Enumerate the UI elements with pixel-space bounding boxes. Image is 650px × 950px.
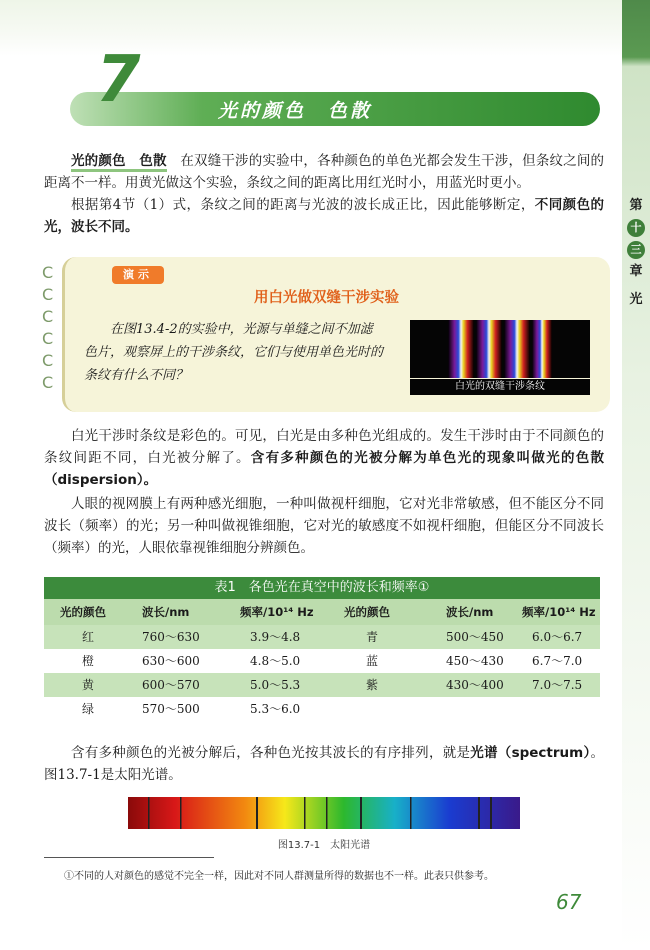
side-tab-topic: 光 [629, 292, 643, 307]
table-cell: 红 [82, 630, 95, 644]
table-header-cell: 光的颜色 [60, 605, 106, 619]
table-cell: 430～400 [446, 678, 504, 692]
side-tab-num2: 三 [627, 241, 645, 259]
table-header-cell: 频率/10¹⁴ Hz [522, 605, 596, 619]
chapter-side-tab [622, 0, 650, 950]
side-tab-num1: 十 [627, 219, 645, 237]
footnote: ①不同的人对颜色的感觉不完全一样，因此对不同人群测量所得的数据也不一样。此表只供参考。 [64, 871, 494, 882]
demo-tag: 演示 [112, 266, 164, 284]
paragraph-5-text-1: 含有多种颜色的光被分解后，各种色光按其波长的有序排列，就是 [71, 745, 471, 761]
side-tab-top: 第 [629, 198, 643, 213]
table-cell: 紫 [366, 678, 379, 692]
fringe-image-caption: 白光的双缝干涉条纹 [410, 379, 590, 395]
table-cell: 630～600 [142, 654, 200, 668]
table-row [44, 673, 600, 697]
table-title: 表1 各色光在真空中的波长和频率① [44, 577, 600, 599]
table-cell: 3.9～4.8 [250, 630, 301, 644]
demo-title: 用白光做双缝干涉实验 [254, 290, 399, 306]
table-cell: 青 [366, 630, 379, 644]
table-header-cell: 波长/nm [142, 605, 190, 619]
table-header-row [44, 599, 600, 625]
table-cell: 橙 [82, 654, 95, 668]
table-cell: 7.0～7.5 [532, 678, 583, 692]
paragraph-1-lead: 光的颜色 色散 [71, 153, 167, 172]
table-cell: 6.0～6.7 [532, 630, 583, 644]
side-tab-bottom: 章 [629, 264, 643, 279]
paragraph-2-text: 根据第4节（1）式，条纹之间的距离与光波的波长成正比，因此能够断定， [71, 197, 535, 213]
paragraph-3-text: 白光干涉时条纹是彩色的。可见，白光是由多种色光组成的。发生干涉时由于不同颜色的条纹间距不同，白光被分解了。 [44, 428, 604, 466]
paragraph-2-bold: 不同颜色的光，波长不同。 [44, 197, 604, 235]
page-number: 67 [556, 890, 582, 914]
footnote-divider [44, 857, 214, 858]
paragraph-5 [44, 742, 604, 786]
paragraph-3 [44, 425, 604, 491]
demo-text: 在图13.4-2的实验中，光源与单缝之间不加滤色片，观察屏上的干涉条纹，它们与使用单色光时的条纹有什么不同？ [84, 322, 384, 383]
section-title: 光的颜色 色散 [218, 100, 373, 122]
paragraph-2 [44, 194, 604, 238]
table-cell: 5.0～5.3 [250, 678, 301, 692]
table-row [44, 649, 600, 673]
table-header-cell: 光的颜色 [344, 605, 390, 619]
paragraph-5-text-2: 。图13.7-1是太阳光谱。 [44, 745, 604, 783]
white-light-fringes-image [410, 320, 590, 378]
table-header-cell: 频率/10¹⁴ Hz [240, 605, 314, 619]
binder-rings: C C C C C C [42, 263, 54, 392]
table-cell: 黄 [82, 678, 95, 692]
solar-spectrum-image [128, 797, 520, 829]
table-cell: 760～630 [142, 630, 200, 644]
table-cell: 570～500 [142, 702, 200, 716]
table-cell: 450～430 [446, 654, 504, 668]
table-cell: 500～450 [446, 630, 504, 644]
paragraph-1-text: 在双缝干涉的实验中，各种颜色的单色光都会发生干涉，但条纹之间的距离不一样。用黄光做这个实验，条纹之间的距离比用红光时小，用蓝光时更小。 [44, 153, 605, 191]
table-row [44, 697, 600, 721]
section-number: 7 [96, 43, 141, 117]
paragraph-5-bold: 光谱（spectrum） [470, 745, 591, 761]
table-header-cell: 波长/nm [446, 605, 494, 619]
paragraph-1 [44, 150, 604, 194]
table-cell: 600～570 [142, 678, 200, 692]
table-cell: 5.3～6.0 [250, 702, 301, 716]
side-tab-label [624, 195, 648, 311]
table-row [44, 625, 600, 649]
table-cell: 6.7～7.0 [532, 654, 583, 668]
table-cell: 蓝 [366, 654, 379, 668]
spectrum-caption: 图13.7-1 太阳光谱 [277, 840, 371, 851]
paragraph-4: 人眼的视网膜上有两种感光细胞，一种叫做视杆细胞，它对光非常敏感，但不能区分不同波长（频率）的光；另一种叫做视锥细胞，它对光的敏感度不如视杆细胞，但能区分不同波长（频率）的光，人眼依靠视锥细胞分辨颜色。 [44, 496, 604, 556]
table-cell: 绿 [82, 702, 95, 716]
paragraph-3-bold: 含有多种颜色的光被分解为单色光的现象叫做光的色散（dispersion）。 [44, 450, 605, 488]
table-cell: 4.8～5.0 [250, 654, 301, 668]
